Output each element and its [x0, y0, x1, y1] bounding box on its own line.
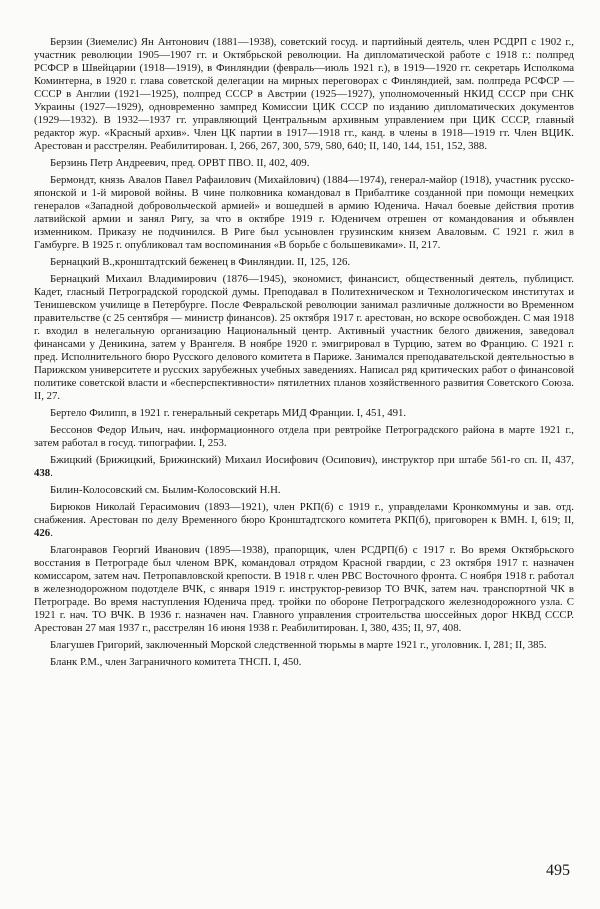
bold-page-ref: 438 [34, 467, 51, 479]
page-number: 495 [546, 862, 570, 879]
entry-blank: Бланк Р.М., член Заграничного комитета ТНСП. I, 450. [50, 656, 302, 668]
entry-bertelo: Бертело Филипп, в 1921 г. генеральный секретарь МИД Франции. I, 451, 491. [50, 407, 407, 419]
entry-end: . [50, 527, 53, 539]
entry-bernatsky-v: Бернацкий В.,кронштадтский беженец в Финляндии. II, 125, 126. [50, 256, 351, 268]
entry-end: . [50, 467, 53, 479]
entry-biryukov [34, 501, 574, 540]
bold-page-ref: 426 [34, 527, 51, 539]
entry-berzin-p: Берзинь Петр Андреевич, пред. ОРВТ ПВО. II, 402, 409. [50, 157, 310, 169]
entry-text: Бирюков Николай Герасимович (1893—1921), член РКП(б) с 1919 г., управделами Кронкоммуны и зав. отд. снабжения. Арестован по делу Временного бюро Кронштадтского комитета РКП(б), приговорен к ВМН. I, 619; II, [34, 501, 574, 526]
entry-bermondt: Бермондт, князь Авалов Павел Рафаилович (Михайлович) (1884—1974), генерал-майор (1918), участник русско-японской и 1-й мировой войны. В чине полковника командовал в Прибалтике созданной при помощи немецких генералов «Западной добровольческой армией» и вошедшей в армию Юденича. Начал боевые действия против латвийской армии и занял Ригу, за что в октябре 1919 г. Юденичем отрешен от командования и объявлен изменником. Приказу не подчинился. В Риге был усыновлен грузинским князем Аваловым. С 1921 г. жил в Гамбурге. В 1925 г. опубликовал там воспоминания «В борьбе с большевиками». II, 217. [34, 174, 574, 251]
entry-berzin-ya: Берзин (Зиемелис) Ян Антонович (1881—1938), советский госуд. и партийный деятель, член РСДРП с 1902 г., участник революции 1905—1907 гг. и Октябрьской революции. На дипломатической работе с 1918 г.: полпред РСФСР в Швейцарии (1918—1919), в Финляндии (февраль—июль 1921 г.), в 1919—1920 гг. секретарь Исполкома Коминтерна, в 1920 г. глава советской делегации на мирных переговорах с Финляндией, зам. полпреда РСФСР — СССР в Англии (1921—1925), полпред СССР в Австрии (1925—1927), уполномоченный НКИД СССР при СНК Украины (1927—1929), одновременно зампред Комиссии ЦИК СССР по изданию дипломатических документов (1929—1932). В 1932—1937 гг. управляющий Центральным архивным управлением при ЦИК СССР, главный редактор жур. «Красный архив». Член ЦК партии в 1917—1918 гг., канд. в члены в 1918—1919 гг. Член ВЦИК. Арестован и расстрелян. Реабилитирован. I, 266, 267, 300, 579, 580, 640; II, 140, 144, 151, 152, 388. [34, 36, 574, 152]
document-page [34, 36, 574, 673]
entry-blagushev: Благушев Григорий, заключенный Морской следственной тюрьмы в марте 1921 г., уголовник. I, 281; II, 385. [50, 639, 547, 651]
entry-bzhitsky [34, 454, 574, 480]
entry-bernatsky-m: Бернацкий Михаил Владимирович (1876—1945), экономист, финансист, общественный деятель, публицист. Кадет, гласный Петроградской городской думы. Преподавал в Политехническом и Технологическом институтах и Тенишевском училище в Петербурге. После Февральской революции занимал различные должности во Временном правительстве (с 25 сентября — министр финансов). 25 октября 1917 г. арестован, но вскоре освобожден. С мая 1918 г. входил в нелегальную организацию Национальный центр. Активный участник белого движения, заведовал финансами у Деникина, затем у Врангеля. В ноябре 1920 г. эмигрировал в Турцию, затем во Францию. С 1921 г. пред. Исполнительного бюро Русского делового комитета в Париже. Занимался преподавательской деятельностью в Парижском университете и русских зарубежных учебных заведениях. Написал ряд критических работ о финансовой политике советской власти и «бесперспективности» пятилетних планов хозяйственного развития Советского Союза. II, 27. [34, 273, 574, 402]
entry-bilin: Билин-Колосовский см. Былим-Колосовский Н.Н. [50, 484, 281, 496]
entry-bessonov: Бессонов Федор Ильич, нач. информационного отдела при ревтройке Петроградского района в марте 1921 г., затем работал в госуд. типографии. I, 253. [34, 424, 574, 449]
entry-text: Бжицкий (Брижицкий, Брижинский) Михаил Иосифович (Осипович), инструктор при штабе 561-го сп. II, 437, [50, 454, 574, 466]
entry-blagonravov: Благонравов Георгий Иванович (1895—1938), прапорщик, член РСДРП(б) с 1917 г. Во время Октябрьского восстания в Петрограде был членом ВРК, командовал отрядом Красной гвардии, с 23 октября 1917 г. назначен комиссаром, затем нач. Петропавловской крепости. В 1918 г. член РВС Восточного фронта. С ноября 1918 г. работал в железнодорожном подотделе ВЧК, с января 1919 г. инструктор-ревизор ТО ВЧК, затем нач. транспортной ЧК в Петрограде. Во время наступления Юденича пред. тройки по обороне Петроградского железнодорожного узла. С 1921 г. нач. ТО ВЧК. В 1936 г. назначен нач. Главного управления строительства шоссейных дорог НКВД СССР. Арестован 27 мая 1937 г., расстрелян 16 июня 1938 г. Реабилитирован. I, 380, 435; II, 97, 408. [34, 544, 574, 634]
